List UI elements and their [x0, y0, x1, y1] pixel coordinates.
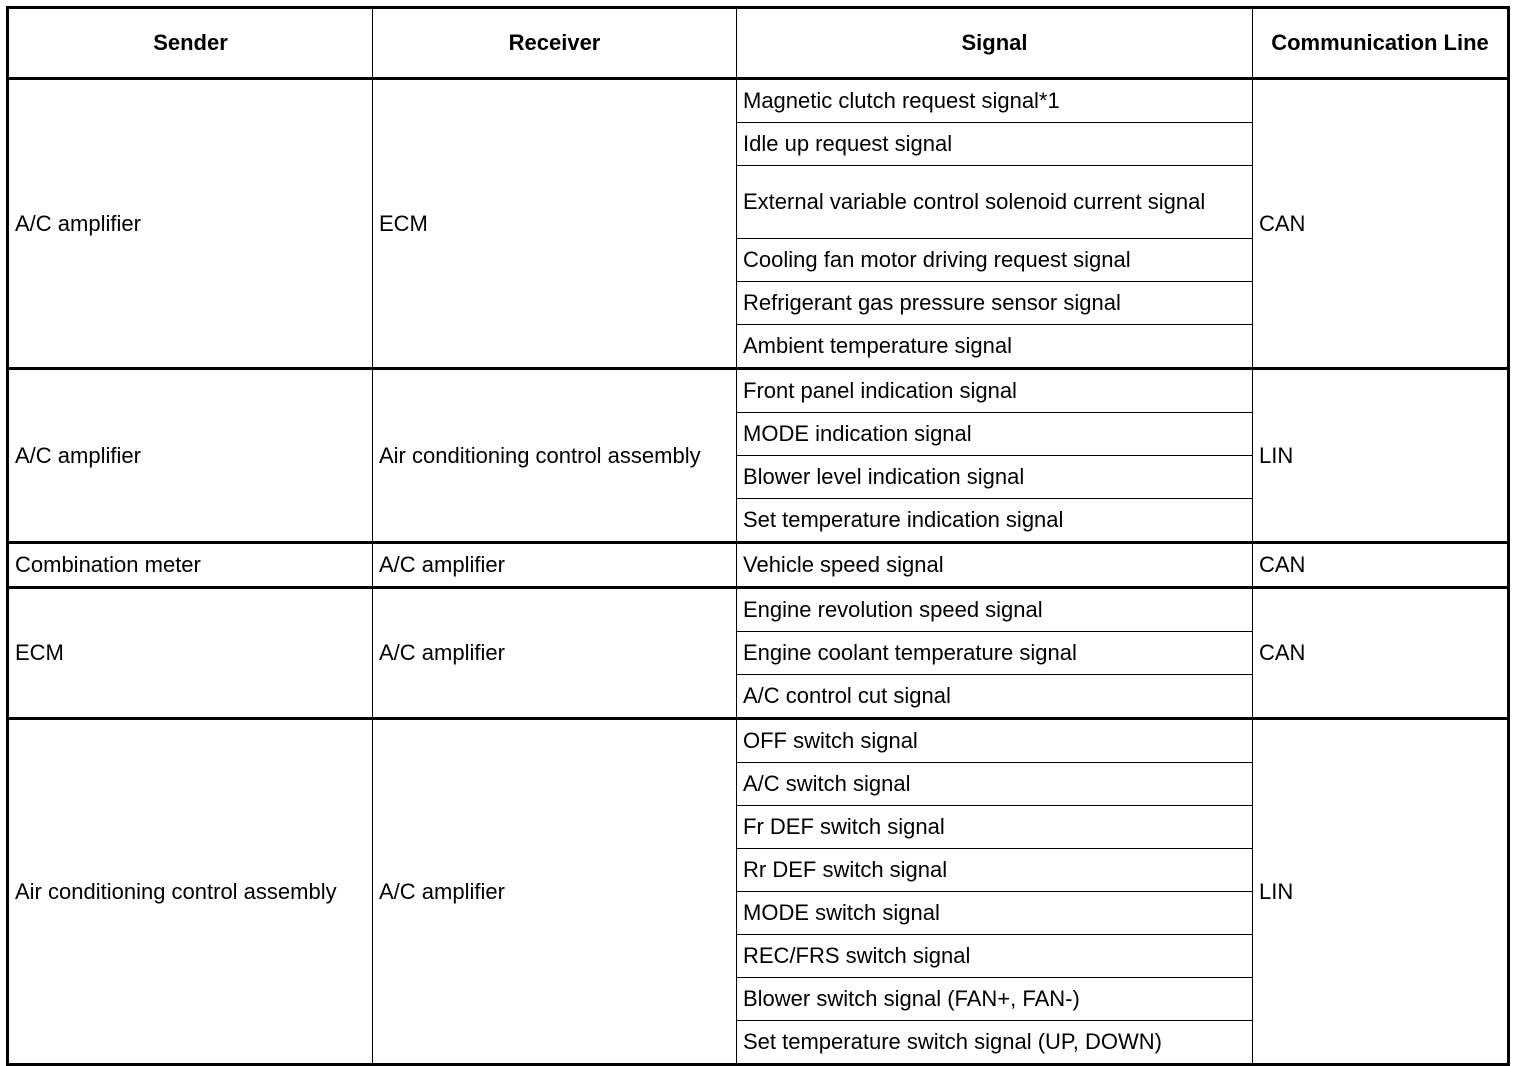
receiver-cell: ECM	[373, 79, 737, 369]
header-signal: Signal	[737, 8, 1253, 79]
signal-cell: Magnetic clutch request signal*1	[737, 79, 1253, 123]
table-row	[8, 588, 1509, 632]
signal-cell: MODE switch signal	[737, 892, 1253, 935]
signal-cell: Vehicle speed signal	[737, 543, 1253, 588]
sender-cell: A/C amplifier	[8, 79, 373, 369]
header-receiver: Receiver	[373, 8, 737, 79]
sender-cell: ECM	[8, 588, 373, 719]
signal-cell: Set temperature switch signal (UP, DOWN)	[737, 1021, 1253, 1065]
signal-cell: A/C control cut signal	[737, 675, 1253, 719]
signal-cell: Idle up request signal	[737, 123, 1253, 166]
signal-cell: Front panel indication signal	[737, 369, 1253, 413]
line-cell: CAN	[1253, 79, 1509, 369]
signal-cell: External variable control solenoid current signal	[737, 166, 1253, 239]
table-row	[8, 543, 1509, 588]
signal-cell: OFF switch signal	[737, 719, 1253, 763]
receiver-cell: Air conditioning control assembly	[373, 369, 737, 543]
signal-cell: Engine coolant temperature signal	[737, 632, 1253, 675]
table-row	[8, 79, 1509, 123]
line-cell: CAN	[1253, 543, 1509, 588]
line-cell: LIN	[1253, 719, 1509, 1065]
signal-cell: Rr DEF switch signal	[737, 849, 1253, 892]
signal-cell: Fr DEF switch signal	[737, 806, 1253, 849]
receiver-cell: A/C amplifier	[373, 588, 737, 719]
signal-cell: Blower level indication signal	[737, 456, 1253, 499]
sender-cell: A/C amplifier	[8, 369, 373, 543]
signal-cell: Ambient temperature signal	[737, 325, 1253, 369]
signal-cell: REC/FRS switch signal	[737, 935, 1253, 978]
signal-cell: Set temperature indication signal	[737, 499, 1253, 543]
sender-cell: Combination meter	[8, 543, 373, 588]
receiver-cell: A/C amplifier	[373, 719, 737, 1065]
header-sender: Sender	[8, 8, 373, 79]
header-row	[8, 8, 1509, 79]
table-row	[8, 719, 1509, 763]
receiver-cell: A/C amplifier	[373, 543, 737, 588]
signal-cell: Refrigerant gas pressure sensor signal	[737, 282, 1253, 325]
communication-table	[6, 6, 1510, 1066]
header-communication-line: Communication Line	[1253, 8, 1509, 79]
signal-cell: A/C switch signal	[737, 763, 1253, 806]
signal-cell: MODE indication signal	[737, 413, 1253, 456]
line-cell: CAN	[1253, 588, 1509, 719]
signal-cell: Blower switch signal (FAN+, FAN-)	[737, 978, 1253, 1021]
signal-cell: Engine revolution speed signal	[737, 588, 1253, 632]
table-row	[8, 369, 1509, 413]
sender-cell: Air conditioning control assembly	[8, 719, 373, 1065]
line-cell: LIN	[1253, 369, 1509, 543]
signal-cell: Cooling fan motor driving request signal	[737, 239, 1253, 282]
